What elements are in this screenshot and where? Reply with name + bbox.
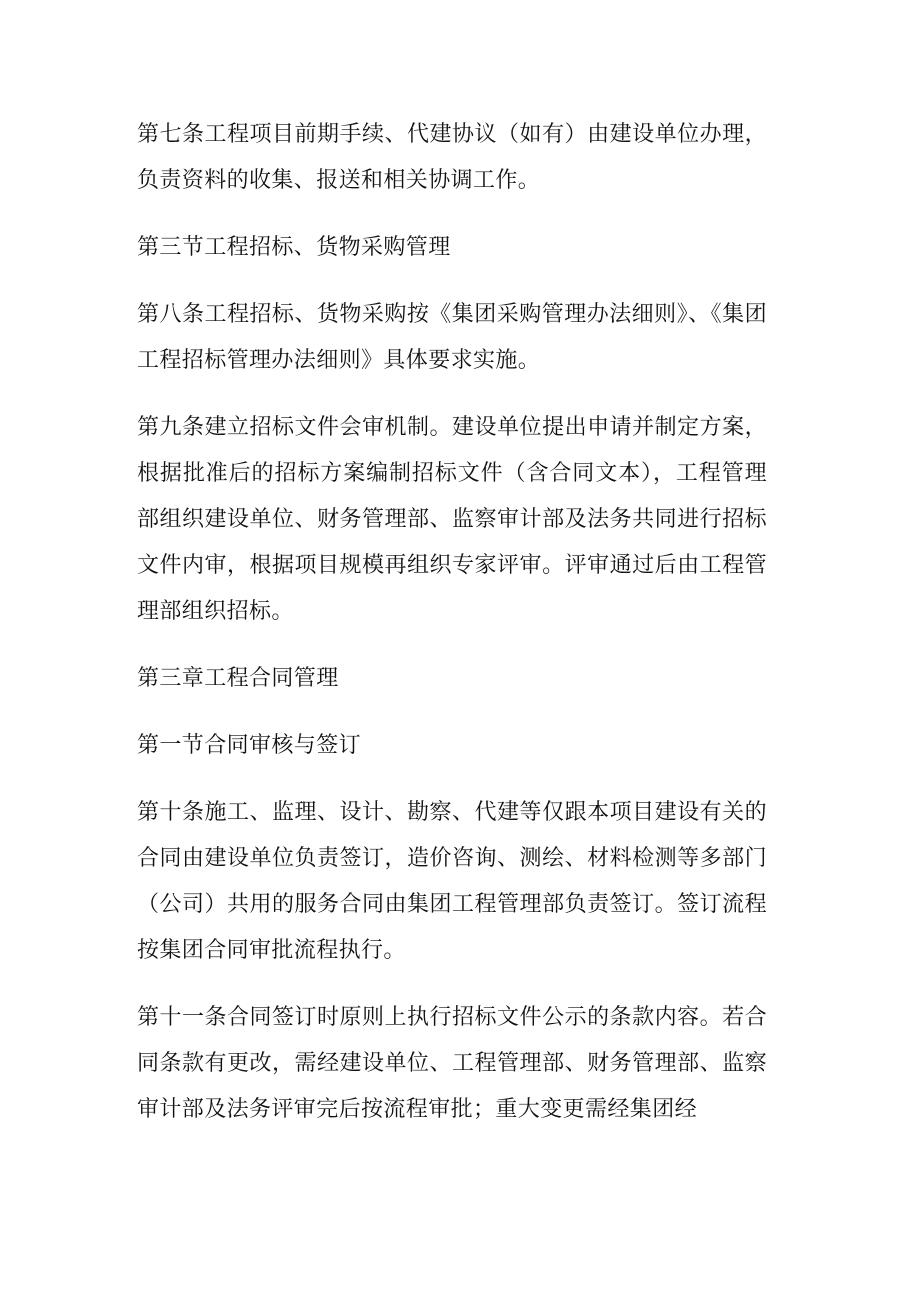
chapter-heading-3: 第三章工程合同管理: [137, 666, 339, 691]
article-7: 第七条工程项目前期手续、代建协议（如有）由建设单位办理，负责资料的收集、报送和相关协调工作。: [137, 122, 767, 193]
article-10: 第十条施工、监理、设计、勘察、代建等仅跟本项目建设有关的合同由建设单位负责签订，造价咨询、测绘、材料检测等多部门（公司）共用的服务合同由集团工程管理部负责签订。签订流程按集团合同审批流程执行。: [137, 800, 767, 963]
section-heading-3: 第三节工程招标、货物采购管理: [137, 235, 451, 260]
section-heading-1: 第一节合同审核与签订: [137, 733, 362, 758]
document-body: [137, 112, 767, 1154]
article-9: 第九条建立招标文件会审机制。建设单位提出申请并制定方案，根据批准后的招标方案编制招标文件（含合同文本），工程管理部组织建设单位、财务管理部、监察审计部及法务共同进行招标文件内审，根据项目规模再组织专家评审。评审通过后由工程管理部组织招标。: [137, 415, 767, 624]
article-8: 第八条工程招标、货物采购按《集团采购管理办法细则》、《集团工程招标管理办法细则》具体要求实施。: [137, 302, 767, 373]
article-11: 第十一条合同签订时原则上执行招标文件公示的条款内容。若合同条款有更改，需经建设单位、工程管理部、财务管理部、监察审计部及法务评审完后按流程审批；重大变更需经集团经: [137, 1005, 767, 1122]
